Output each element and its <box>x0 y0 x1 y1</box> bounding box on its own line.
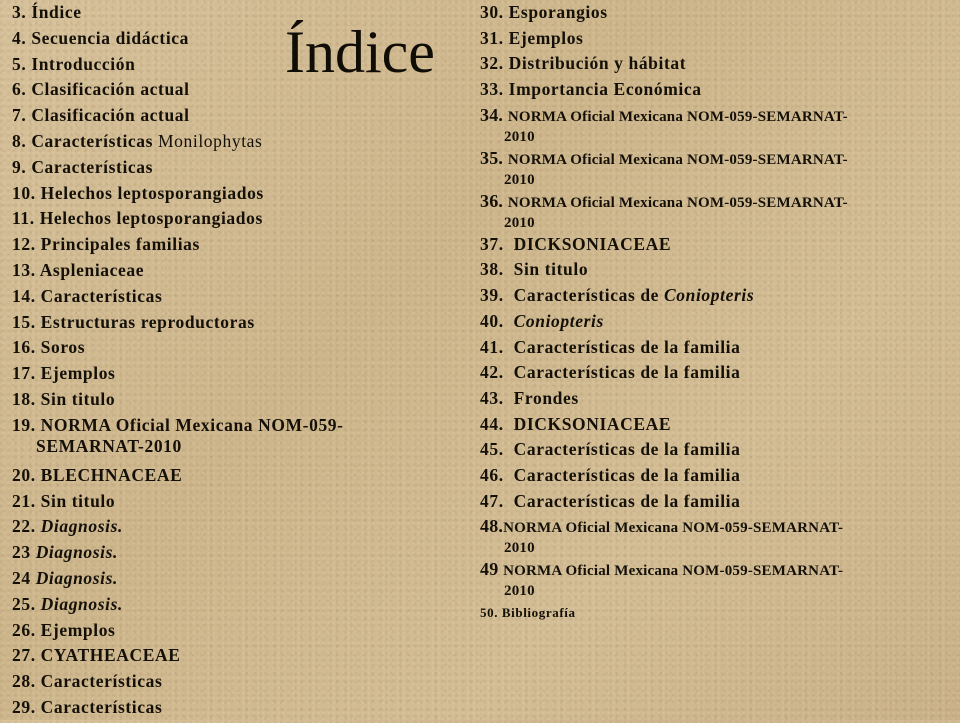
index-item <box>480 465 950 491</box>
index-item <box>12 79 412 105</box>
index-item <box>12 260 412 286</box>
index-list-right <box>480 2 950 626</box>
index-item-label: Importancia Económica <box>508 79 702 100</box>
index-item <box>480 414 950 440</box>
index-item-continuation: 2010 <box>504 540 535 557</box>
index-item-label: Sin titulo <box>513 259 589 280</box>
index-item-number: 38. <box>480 259 514 280</box>
index-item-number: 22. <box>12 516 41 537</box>
index-item-label: Características de la familia <box>513 464 741 485</box>
index-item <box>480 79 950 105</box>
index-item-number: 25. <box>12 593 41 614</box>
index-item-label: Coniopteris <box>513 310 604 331</box>
index-item-number: 20. <box>12 464 41 485</box>
index-item-label: NORMA Oficial Mexicana NOM-059-SEMARNAT- <box>507 108 848 125</box>
index-item-label: DICKSONIACEAE <box>513 413 672 434</box>
index-item <box>12 594 412 620</box>
index-item-number: 49 <box>480 559 504 580</box>
index-item-number: 21. <box>12 490 41 511</box>
index-item-label: Características de la familia <box>513 336 741 357</box>
index-item-label: Introducción <box>31 53 136 74</box>
index-item-label: Diagnosis. <box>35 567 119 588</box>
index-item-label: BLECHNACEAE <box>40 464 183 485</box>
index-item-label: Diagnosis. <box>40 516 123 537</box>
index-item-label: NORMA Oficial Mexicana NOM-059-SEMARNAT- <box>507 151 848 168</box>
index-item-label: Características <box>40 696 163 717</box>
index-item <box>12 415 412 465</box>
index-item-number: 3. <box>12 2 32 22</box>
index-item <box>480 234 950 260</box>
index-item-label: Helechos leptosporangiados <box>39 208 263 229</box>
index-item-number: 27. <box>12 645 41 666</box>
index-item-number: 5. <box>12 53 32 74</box>
index-item <box>480 148 950 191</box>
index-item <box>12 491 412 517</box>
index-item <box>480 53 950 79</box>
index-item <box>12 286 412 312</box>
index-item-label: Bibliografía <box>501 605 576 621</box>
index-item-number: 23 <box>12 542 36 563</box>
page-title: Índice <box>285 19 435 85</box>
index-item-number: 50. <box>480 605 502 621</box>
index-item-label: Diagnosis. <box>35 542 119 563</box>
index-item-label: NORMA Oficial Mexicana NOM-059- <box>40 414 344 435</box>
index-item-number: 34. <box>480 104 508 125</box>
index-item-label: NORMA Oficial Mexicana NOM-059-SEMARNAT- <box>503 520 844 537</box>
index-item-continuation: SEMARNAT-2010 <box>36 435 182 456</box>
index-item <box>12 389 412 415</box>
index-item-label: Características <box>31 130 159 151</box>
index-item-label: Características <box>40 671 163 692</box>
index-item <box>480 337 950 363</box>
index-item-label: Secuencia didáctica <box>31 27 190 48</box>
index-item-label: Estructuras reproductoras <box>40 311 255 332</box>
index-item <box>12 312 412 338</box>
index-item <box>480 2 950 28</box>
index-item-number: 39. <box>480 285 514 306</box>
index-item-number: 12. <box>12 234 41 255</box>
index-item-label: Características de la familia <box>513 362 741 383</box>
index-item <box>12 54 412 80</box>
index-item <box>480 491 950 517</box>
index-item-number: 7. <box>12 105 32 126</box>
index-item <box>12 671 412 697</box>
index-item-label: Índice <box>31 2 82 22</box>
index-item-label: Características <box>31 156 154 177</box>
index-item-number: 14. <box>12 285 41 306</box>
index-item-number: 37. <box>480 233 514 254</box>
index-item-label: Distribución y hábitat <box>508 53 687 74</box>
index-item-continuation: 2010 <box>504 214 535 231</box>
index-item-label: CYATHEACEAE <box>40 645 181 666</box>
index-item-label: Soros <box>40 337 86 358</box>
index-item-number: 42. <box>480 362 514 383</box>
index-item-number: 28. <box>12 671 41 692</box>
index-item-continuation: 2010 <box>504 128 535 145</box>
index-item-label: Helechos leptosporangiados <box>40 182 264 203</box>
index-item <box>12 542 412 568</box>
index-item-italic-term: Coniopteris <box>664 285 755 306</box>
index-item-number: 46. <box>480 464 514 485</box>
index-item <box>12 208 412 234</box>
index-item <box>480 28 950 54</box>
index-item-number: 13. <box>12 259 40 280</box>
index-item-number: 4. <box>12 27 32 48</box>
index-item <box>480 259 950 285</box>
index-item <box>480 559 950 602</box>
index-item-number: 9. <box>12 156 32 177</box>
index-item <box>480 105 950 148</box>
index-item-number: 45. <box>480 439 514 460</box>
index-item-number: 17. <box>12 363 41 384</box>
index-list-left <box>12 2 412 723</box>
index-item-label: Características de <box>513 285 664 306</box>
index-item-number: 26. <box>12 619 41 640</box>
index-item-continuation: 2010 <box>504 583 535 600</box>
index-item-number: 35. <box>480 147 508 168</box>
index-item-label: Ejemplos <box>508 27 584 48</box>
index-item-number: 11. <box>12 208 40 229</box>
index-item <box>480 439 950 465</box>
index-item-label: Ejemplos <box>40 619 116 640</box>
index-item <box>480 285 950 311</box>
index-item-number: 32. <box>480 53 509 74</box>
index-item-label: Frondes <box>513 387 579 408</box>
index-item-number: 29. <box>12 696 41 717</box>
index-item <box>12 183 412 209</box>
index-item-label: Clasificación actual <box>31 79 190 100</box>
index-item-number: 16. <box>12 337 41 358</box>
index-item-number: 24 <box>12 567 36 588</box>
index-item <box>12 363 412 389</box>
index-item-number: 15. <box>12 311 41 332</box>
index-item <box>480 311 950 337</box>
index-item-number: 47. <box>480 490 514 511</box>
index-item-label: Características <box>40 285 163 306</box>
index-item-number: 43. <box>480 387 514 408</box>
index-item-label: Esporangios <box>508 2 608 22</box>
index-item <box>12 620 412 646</box>
index-item-number: 31. <box>480 27 509 48</box>
index-item <box>480 516 950 559</box>
index-item <box>480 191 950 234</box>
index-item-label: Características de la familia <box>513 439 741 460</box>
index-item <box>12 2 412 28</box>
index-item <box>12 645 412 671</box>
index-item-number: 8. <box>12 130 32 151</box>
index-item-continuation: 2010 <box>504 171 535 188</box>
index-item-number: 19. <box>12 414 41 435</box>
index-item-label: Clasificación actual <box>31 105 190 126</box>
index-item-label: Características de la familia <box>513 490 741 511</box>
index-item-number: 40. <box>480 310 514 331</box>
index-item-number: 6. <box>12 79 32 100</box>
index-item <box>12 697 412 723</box>
index-item-number: 33. <box>480 79 509 100</box>
index-item-number: 18. <box>12 388 41 409</box>
index-item-extra: Monilophytas <box>158 130 263 151</box>
index-item-label: NORMA Oficial Mexicana NOM-059-SEMARNAT- <box>503 563 844 580</box>
index-item-label: Aspleniaceae <box>39 259 145 280</box>
index-item-label: NORMA Oficial Mexicana NOM-059-SEMARNAT- <box>507 194 848 211</box>
index-item <box>12 234 412 260</box>
index-item-label: Principales familias <box>40 234 200 255</box>
index-item <box>480 362 950 388</box>
index-item-label: DICKSONIACEAE <box>513 233 672 254</box>
index-item-number: 10. <box>12 182 41 203</box>
index-item-number: 41. <box>480 336 514 357</box>
index-item <box>12 157 412 183</box>
index-item-label: Sin titulo <box>40 388 116 409</box>
index-item <box>12 568 412 594</box>
index-item <box>480 388 950 414</box>
index-item <box>12 131 412 157</box>
index-item <box>12 465 412 491</box>
index-item-label: Ejemplos <box>40 363 116 384</box>
index-item-number: 30. <box>480 2 509 22</box>
index-item-number: 48. <box>480 516 504 537</box>
index-item <box>480 602 950 626</box>
index-item-label: Sin titulo <box>40 490 116 511</box>
index-item-number: 36. <box>480 190 508 211</box>
index-item <box>12 28 412 54</box>
index-item <box>12 105 412 131</box>
index-item-number: 44. <box>480 413 514 434</box>
index-item-label: Diagnosis. <box>40 593 123 614</box>
index-item <box>12 337 412 363</box>
index-item <box>12 516 412 542</box>
